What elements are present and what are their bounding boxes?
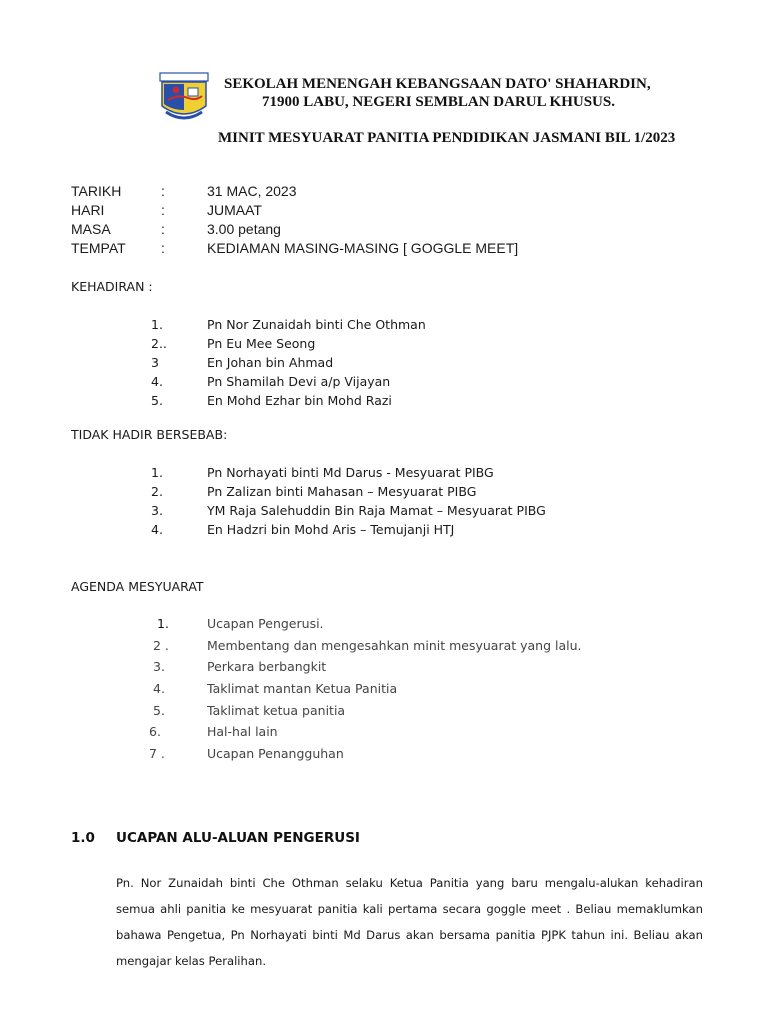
- list-number: 4.: [153, 681, 165, 696]
- detail-label: TEMPAT: [71, 240, 126, 256]
- list-number: 1.: [157, 616, 169, 631]
- detail-separator: :: [161, 202, 165, 218]
- agenda-heading: AGENDA MESYUARAT: [71, 579, 204, 594]
- section-number: 1.0: [71, 830, 95, 846]
- list-number: 2.: [151, 484, 163, 499]
- list-item: Pn Zalizan binti Mahasan – Mesyuarat PIBG: [207, 484, 477, 499]
- list-item: Taklimat mantan Ketua Panitia: [207, 681, 398, 696]
- list-item: Taklimat ketua panitia: [207, 703, 346, 718]
- list-number: 3.: [153, 659, 165, 674]
- list-number: 3.: [151, 503, 163, 518]
- document-title: MINIT MESYUARAT PANITIA PENDIDIKAN JASMANI BIL 1/2023: [218, 130, 676, 146]
- attendance-heading: KEHADIRAN :: [71, 279, 153, 294]
- list-item: En Johan bin Ahmad: [207, 355, 334, 370]
- list-number: 7 .: [149, 746, 165, 761]
- list-number: 2 .: [153, 638, 169, 653]
- absent-heading: TIDAK HADIR BERSEBAB:: [71, 427, 228, 442]
- list-item: Ucapan Pengerusi.: [207, 616, 324, 631]
- school-name-line1: SEKOLAH MENENGAH KEBANGSAAN DATO' SHAHARDIN,: [224, 76, 651, 92]
- list-number: 6.: [149, 724, 161, 739]
- detail-value: 3.00 petang: [207, 221, 281, 237]
- list-item: Hal-hal lain: [207, 724, 278, 739]
- section-paragraph: Pn. Nor Zunaidah binti Che Othman selaku Ketua Panitia yang baru mengalu-alukan kehadiran semua ahli panitia ke mesyuarat panitia kali pertama secara goggle meet . Beliau memaklumkan bahawa Pengetua, Pn Norhayati binti Md Darus akan bersama panitia PJPK tahun ini. Beliau akan mengajar kelas Peralihan.: [116, 876, 703, 968]
- list-number: 1.: [151, 465, 163, 480]
- list-item: En Hadzri bin Mohd Aris – Temujanji HTJ: [207, 522, 455, 537]
- section-title: UCAPAN ALU-ALUAN PENGERUSI: [116, 830, 360, 846]
- detail-value: 31 MAC, 2023: [207, 183, 297, 199]
- detail-label: TARIKH: [71, 183, 122, 199]
- list-number: 5.: [153, 703, 165, 718]
- list-item: Membentang dan mengesahkan minit mesyuarat yang lalu.: [207, 638, 582, 653]
- list-item: Ucapan Penangguhan: [207, 746, 344, 761]
- detail-label: HARI: [71, 202, 105, 218]
- list-number: 4.: [151, 374, 163, 389]
- list-number: 2..: [151, 336, 167, 351]
- list-number: 1.: [151, 317, 163, 332]
- list-number: 4.: [151, 522, 163, 537]
- list-item: Pn Norhayati binti Md Darus - Mesyuarat PIBG: [207, 465, 494, 480]
- detail-separator: :: [161, 183, 165, 199]
- school-crest-icon: [158, 72, 210, 122]
- detail-value: JUMAAT: [207, 202, 262, 218]
- list-item: En Mohd Ezhar bin Mohd Razi: [207, 393, 392, 408]
- list-number: 3: [151, 355, 159, 370]
- list-item: YM Raja Salehuddin Bin Raja Mamat – Mesyuarat PIBG: [207, 503, 546, 518]
- detail-separator: :: [161, 240, 165, 256]
- list-item: Pn Shamilah Devi a/p Vijayan: [207, 374, 391, 389]
- list-item: Perkara berbangkit: [207, 659, 327, 674]
- list-item: Pn Nor Zunaidah binti Che Othman: [207, 317, 426, 332]
- detail-separator: :: [161, 221, 165, 237]
- school-address-line2: 71900 LABU, NEGERI SEMBLAN DARUL KHUSUS.: [262, 94, 615, 110]
- detail-label: MASA: [71, 221, 111, 237]
- list-number: 5.: [151, 393, 163, 408]
- list-item: Pn Eu Mee Seong: [207, 336, 316, 351]
- detail-value: KEDIAMAN MASING-MASING [ GOGGLE MEET]: [207, 240, 519, 256]
